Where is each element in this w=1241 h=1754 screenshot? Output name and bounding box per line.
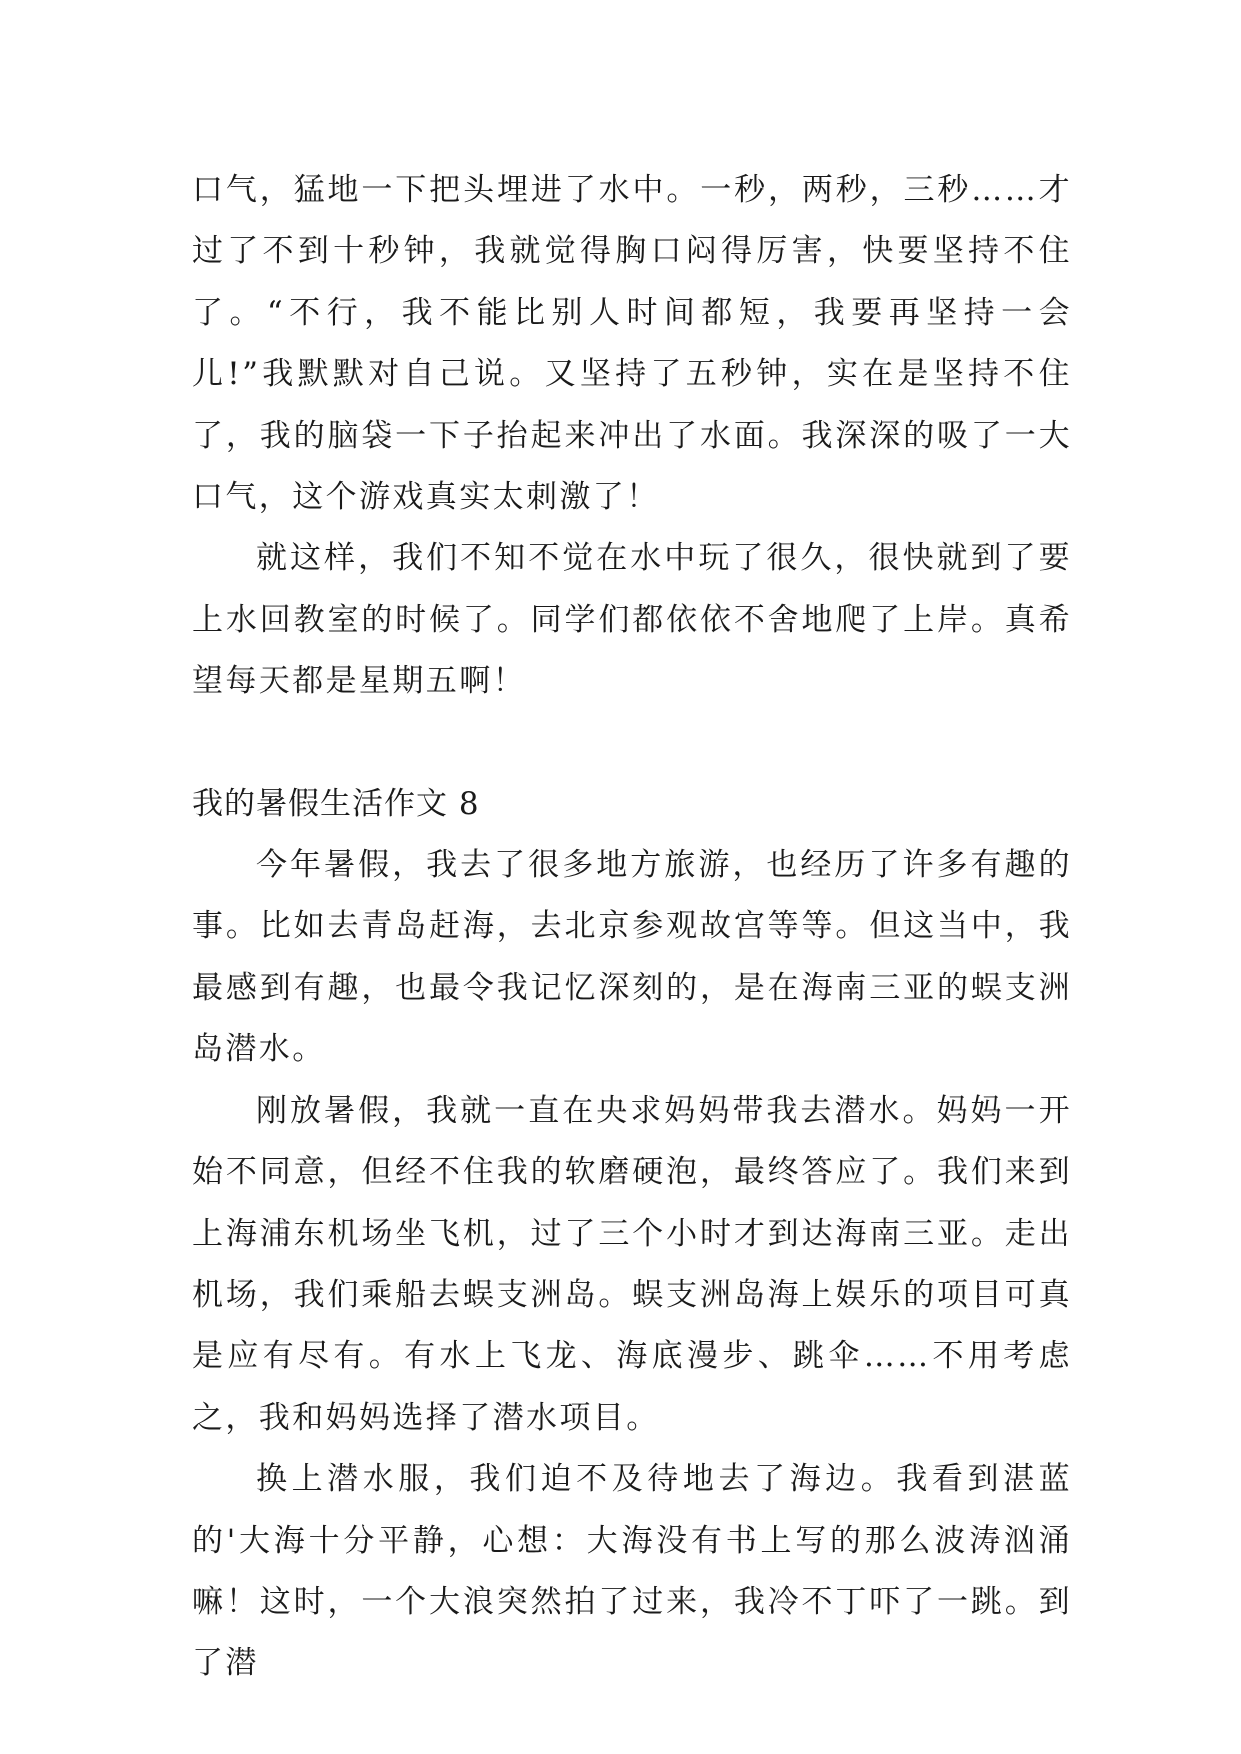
document-body — [192, 160, 1072, 1695]
essay-heading: 我的暑假生活作文 8 — [192, 785, 480, 822]
paragraph-intro: 今年暑假，我去了很多地方旅游，也经历了许多有趣的事。比如去青岛赶海，去北京参观故宫等等。但这当中，我最感到有趣，也最令我记忆深刻的，是在海南三亚的蜈支洲岛潜水。 — [192, 847, 1072, 1068]
paragraph-diving: 换上潜水服，我们迫不及待地去了海边。我看到湛蓝的'大海十分平静，心想：大海没有书上写的那么波涛汹涌嘛！这时，一个大浪突然拍了过来，我冷不丁吓了一跳。到了潜 — [192, 1461, 1072, 1682]
paragraph-ending: 就这样，我们不知不觉在水中玩了很久，很快就到了要上水回教室的时候了。同学们都依依不舍地爬了上岸。真希望每天都是星期五啊！ — [192, 540, 1072, 700]
paragraph-continuation: 口气，猛地一下把头埋进了水中。一秒，两秒，三秒……才过了不到十秒钟，我就觉得胸口闷得厉害，快要坚持不住了。“不行，我不能比别人时间都短，我要再坚持一会儿!”我默默对自己说。又坚持了五秒钟，实在是坚持不住了，我的脑袋一下子抬起来冲出了水面。我深深的吸了一大口气，这个游戏真实太刺激了！ — [192, 172, 1072, 516]
paragraph-trip: 刚放暑假，我就一直在央求妈妈带我去潜水。妈妈一开始不同意，但经不住我的软磨硬泡，最终答应了。我们来到上海浦东机场坐飞机，过了三个小时才到达海南三亚。走出机场，我们乘船去蜈支洲岛。蜈支洲岛海上娱乐的项目可真是应有尽有。有水上飞龙、海底漫步、跳伞……不用考虑之，我和妈妈选择了潜水项目。 — [192, 1092, 1072, 1436]
section-gap — [192, 713, 1072, 774]
